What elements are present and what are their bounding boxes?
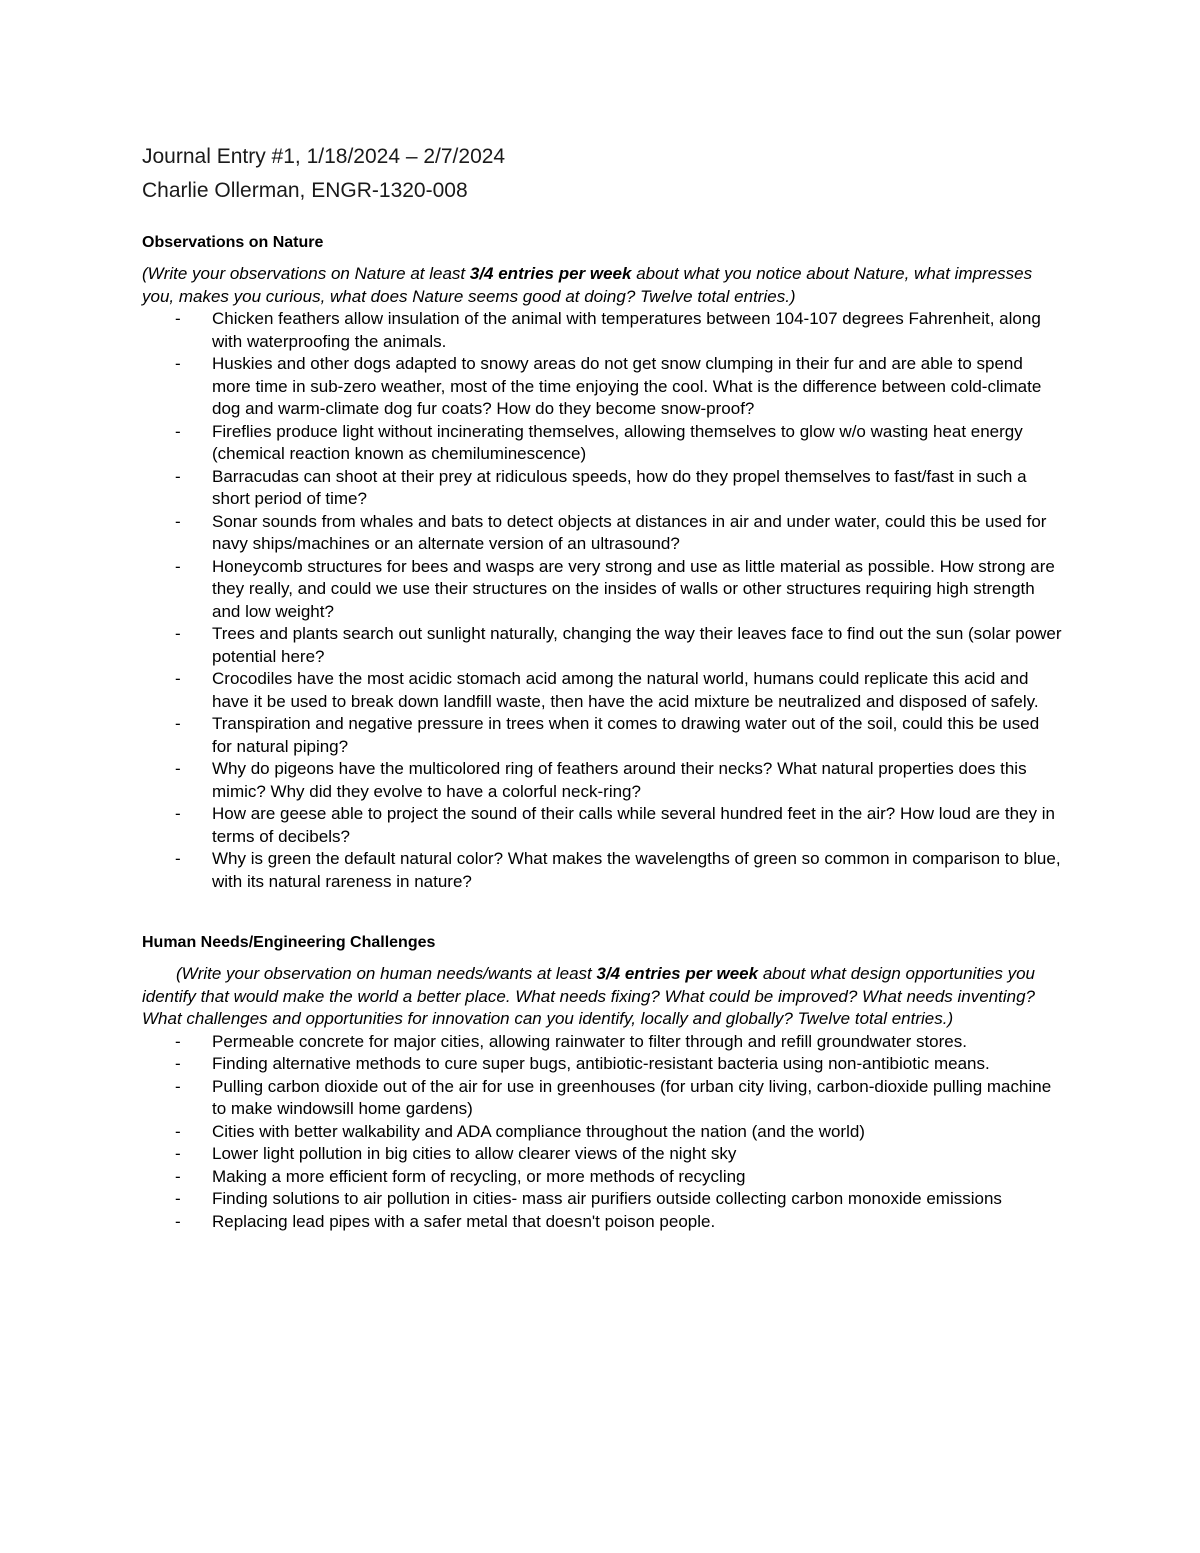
list-item	[142, 758, 1062, 803]
entry-text: Replacing lead pipes with a safer metal that doesn't poison people.	[212, 1211, 716, 1231]
bullet-dash: -	[175, 1144, 181, 1163]
entry-text: Trees and plants search out sunlight naturally, changing the way their leaves face to find out the sun (solar power potential here?	[212, 624, 1062, 666]
list-item	[142, 1053, 1062, 1076]
intro-text: about what design opportunities you identify that would make the world a better place. What needs fixing? What could be improved? What needs inventing? What challenges and opportunities for innovation can you identify, locally and globally? Twelve total entries.)	[142, 964, 1036, 1028]
bullet-dash: -	[175, 1211, 181, 1231]
intro-text: (Write your observations on Nature at least	[142, 264, 470, 283]
bullet-dash: -	[175, 759, 181, 778]
entry-text: Honeycomb structures for bees and wasps are very strong and use as little material as possible. How strong are they really, and could we use their structures on the insides of walls or other structures requiring high strength and low weight?	[212, 556, 1055, 621]
entry-text: Pulling carbon dioxide out of the air for use in greenhouses (for urban city living, carbon-dioxide pulling machine to make windowsill home gardens)	[212, 1076, 1052, 1118]
entry-text: Lower light pollution in big cities to allow clearer views of the night sky	[212, 1144, 737, 1163]
entry-text: Finding solutions to air pollution in cities- mass air purifiers outside collecting carbon monoxide emissions	[212, 1189, 1002, 1208]
list-item	[142, 1143, 1062, 1166]
bullet-dash: -	[175, 669, 181, 688]
list-item	[142, 353, 1062, 421]
list-item	[142, 556, 1062, 624]
list-item	[142, 803, 1062, 848]
bullet-dash: -	[175, 511, 181, 531]
entry-text: Making a more efficient form of recycling, or more methods of recycling	[212, 1166, 746, 1186]
bullet-dash: -	[175, 624, 181, 643]
list-item	[142, 623, 1062, 668]
entry-text: Huskies and other dogs adapted to snowy areas do not get snow clumping in their fur and are able to spend more time in sub-zero weather, most of the time enjoying the cool. What is the difference between cold-climate dog and warm-climate dog fur coats? How do they become snow-proof?	[212, 354, 1042, 418]
intro-text: (Write your observation on human needs/wants at least	[176, 964, 597, 983]
list-item	[142, 1121, 1062, 1144]
list-item	[142, 1031, 1062, 1054]
bullet-dash: -	[175, 309, 181, 328]
section-heading-human-needs: Human Needs/Engineering Challenges	[142, 934, 436, 951]
list-item	[142, 308, 1062, 353]
nature-entry-list	[142, 308, 1062, 893]
section-intro-nature	[142, 263, 1062, 308]
bullet-dash: -	[175, 1031, 181, 1051]
entry-text: Transpiration and negative pressure in trees when it comes to drawing water out of the soil, could this be used for natural piping?	[212, 714, 1040, 756]
bullet-dash: -	[175, 714, 181, 733]
section-heading-nature: Observations on Nature	[142, 234, 324, 251]
bullet-dash: -	[175, 804, 181, 823]
bullet-dash: -	[175, 1189, 181, 1208]
entry-text: Cities with better walkability and ADA compliance throughout the nation (and the world)	[212, 1121, 865, 1141]
bullet-dash: -	[175, 849, 181, 868]
entry-text: Why is green the default natural color? What makes the wavelengths of green so common in comparison to blue, with its natural rareness in nature?	[212, 849, 1061, 891]
list-item	[142, 421, 1062, 466]
bullet-dash: -	[175, 354, 181, 373]
intro-emphasis: 3/4 entries per week	[469, 264, 632, 283]
list-item	[142, 1166, 1062, 1189]
section-intro-human-needs	[142, 963, 1062, 1031]
bullet-dash: -	[175, 1054, 181, 1073]
list-item	[142, 848, 1062, 893]
list-item	[142, 668, 1062, 713]
list-item	[142, 511, 1062, 556]
bullet-dash: -	[175, 421, 181, 441]
document-page	[142, 140, 1062, 1233]
author-line: Charlie Ollerman, ENGR-1320-008	[142, 179, 468, 202]
list-item	[142, 1211, 1062, 1234]
bullet-dash: -	[175, 1166, 181, 1186]
bullet-dash: -	[175, 1121, 181, 1141]
bullet-dash: -	[175, 1076, 181, 1096]
entry-text: Permeable concrete for major cities, allowing rainwater to filter through and refill groundwater stores.	[212, 1031, 967, 1051]
journal-title: Journal Entry #1, 1/18/2024 – 2/7/2024	[142, 145, 506, 168]
intro-text: about what you notice about Nature, what impresses you, makes you curious, what does Nature seems good at doing? Twelve total entries.)	[142, 264, 1033, 306]
list-item	[142, 466, 1062, 511]
list-item	[142, 1188, 1062, 1211]
entry-text: How are geese able to project the sound of their calls while several hundred feet in the air? How loud are they in terms of decibels?	[212, 804, 1055, 846]
list-item	[142, 1076, 1062, 1121]
entry-text: Barracudas can shoot at their prey at ridiculous speeds, how do they propel themselves to fast/fast in such a short period of time?	[212, 466, 1027, 508]
human-needs-entry-list	[142, 1031, 1062, 1234]
intro-emphasis: 3/4 entries per week	[596, 964, 759, 983]
entry-text: Sonar sounds from whales and bats to detect objects at distances in air and under water, could this be used for navy ships/machines or an alternate version of an ultrasound?	[212, 511, 1047, 553]
bullet-dash: -	[175, 466, 181, 486]
entry-text: Finding alternative methods to cure super bugs, antibiotic-resistant bacteria using non-antibiotic means.	[212, 1054, 990, 1073]
bullet-dash: -	[175, 556, 181, 576]
entry-text: Fireflies produce light without incinerating themselves, allowing themselves to glow w/o wasting heat energy (chemical reaction known as chemiluminescence)	[212, 421, 1023, 463]
entry-text: Why do pigeons have the multicolored ring of feathers around their necks? What natural properties does this mimic? Why did they evolve to have a colorful neck-ring?	[212, 759, 1027, 801]
entry-text: Crocodiles have the most acidic stomach acid among the natural world, humans could replicate this acid and have it be used to break down landfill waste, then have the acid mixture be neutralized and disposed of safely.	[212, 669, 1039, 711]
entry-text: Chicken feathers allow insulation of the animal with temperatures between 104-107 degrees Fahrenheit, along with waterproofing the animals.	[212, 309, 1041, 351]
list-item	[142, 713, 1062, 758]
